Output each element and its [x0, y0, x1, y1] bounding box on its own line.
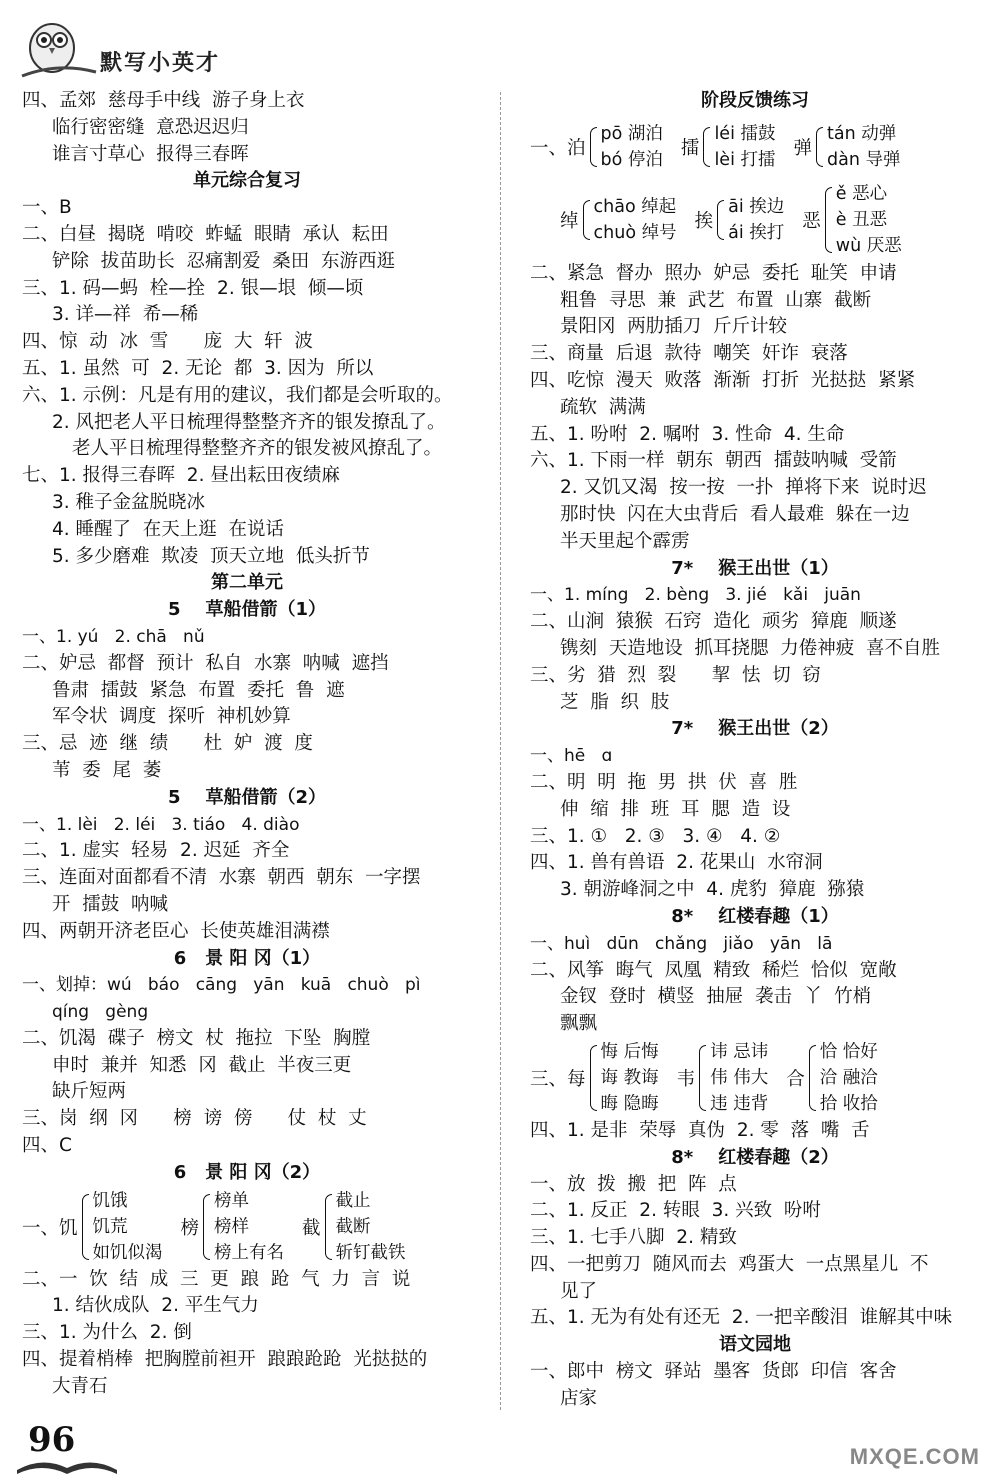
root-char: 弹 [793, 137, 813, 159]
item-number: 一、 [530, 137, 568, 159]
answer-line: 二、妒忌 都督 预计 私自 水寨 呐喊 遮挡 [22, 652, 389, 674]
section-heading: 7* 猴王出世（2） [671, 718, 839, 740]
group-items [827, 121, 901, 173]
answer-line: 四、吃惊 漫天 败落 渐渐 打折 光挞挞 紧紧 [530, 369, 916, 391]
answer-line: qíng gèng [52, 1002, 149, 1023]
answer-line: 2. 风把老人平日梳理得整整齐齐的银发撩乱了。 [52, 411, 446, 433]
answer-line: 四、1. 是非 荣辱 真伪 2. 零 落 嘴 舌 [530, 1119, 870, 1141]
watermark: MXQE.COM [849, 1444, 980, 1469]
answer-line: 三、1. 为什么 2. 倒 [22, 1322, 192, 1344]
root-char: 挨 [694, 210, 714, 232]
answer-line: 缺斤短两 [52, 1081, 127, 1103]
answer-line: 金钗 登时 横竖 抽屉 袭击 丫 竹梢 [560, 986, 872, 1008]
brace-icon [590, 127, 597, 167]
page-number: 96 [28, 1420, 76, 1460]
char-group [302, 1188, 406, 1266]
group-items [820, 1039, 878, 1117]
group-item: pō 湖泊 [600, 123, 663, 144]
answer-line: 四、提着梢棒 把胸膛前袒开 踉踉跄跄 光挞挞的 [22, 1349, 428, 1371]
brace-icon [203, 1194, 210, 1260]
answer-line: 二、山涧 猿猴 石窍 造化 顽劣 獐鹿 顺遂 [530, 611, 897, 633]
section-heading: 6 景 阳 冈（2） [173, 1161, 321, 1183]
answer-line: 粗鲁 寻思 兼 武艺 布置 山寨 截断 [560, 289, 872, 311]
group-item: tán 动弹 [827, 123, 897, 144]
answer-line: 苇 委 尾 萎 [52, 759, 162, 781]
root-char: 韦 [676, 1068, 696, 1090]
section-heading: 阶段反馈练习 [701, 90, 809, 111]
answer-line: 店家 [560, 1387, 598, 1409]
brace-icon [816, 127, 823, 167]
answer-line: 三、商量 后退 款待 嘲笑 奸诈 衰落 [530, 343, 848, 365]
root-char: 绰 [560, 210, 579, 232]
answer-line: 三、劣 猎 烈 裂 挈 怯 切 窃 [530, 664, 821, 686]
group-items [714, 121, 775, 173]
section-heading: 7* 猴王出世（1） [671, 557, 839, 579]
group-item: 悔 后悔 [600, 1041, 659, 1062]
answer-line: 四、惊 动 冰 雪 庞 大 轩 波 [22, 331, 313, 353]
group-item: 榜单 [214, 1190, 250, 1211]
answer-line: 四、一把剪刀 随风而去 鸡蛋大 一点黑星儿 不 [530, 1253, 929, 1275]
answer-line: 鲁肃 擂鼓 紧急 布置 委托 鲁 遮 [52, 679, 345, 701]
char-group [59, 1188, 163, 1266]
answer-line: 军令状 调度 探听 神机妙算 [52, 706, 291, 728]
grouped-answer-row [530, 179, 980, 261]
answer-line: 大青石 [52, 1375, 108, 1397]
right-column [530, 88, 980, 1413]
root-char: 合 [786, 1068, 805, 1090]
brace-icon [82, 1194, 89, 1260]
group-items [336, 1188, 406, 1266]
group-item: ái 挨打 [728, 222, 785, 243]
answer-line: 5. 多少磨难 欺凌 顶天立地 低头折节 [52, 545, 370, 567]
group-item: 饥荒 [92, 1216, 128, 1237]
answer-line: 4. 睡醒了 在天上逛 在说话 [52, 518, 285, 540]
answer-line: 3. 朝游峰洞之中 4. 虎豹 獐鹿 猕猿 [560, 879, 865, 901]
brace-icon [717, 200, 724, 240]
root-char: 饥 [59, 1217, 78, 1239]
answer-line: 2. 又饥又渴 按一按 一扑 掸将下来 说时迟 [560, 477, 927, 499]
answer-line: 五、1. 无为有处有还无 2. 一把辛酸泪 谁解其中味 [530, 1307, 953, 1329]
answer-line: 那时快 闪在大虫背后 看人最难 躲在一边 [560, 503, 910, 525]
answer-line: 一、划掉：wú báo cāng yān kuā chuò pì [22, 975, 421, 996]
answer-line: 3. 详—祥 希—稀 [52, 304, 199, 326]
section-heading: 5 草船借箭（1） [167, 599, 327, 621]
item-number: 一、 [22, 1217, 60, 1239]
answer-line: 一、B [22, 197, 72, 219]
group-items [594, 194, 677, 246]
logo-title: 默写小英才 [100, 50, 221, 76]
answer-line: 二、1. 反正 2. 转眼 3. 兴致 吩咐 [530, 1200, 821, 1222]
root-char: 每 [567, 1068, 586, 1090]
grouped-answer-row [530, 115, 980, 179]
section-heading: 6 景 阳 冈（1） [173, 947, 321, 969]
column-divider [500, 92, 501, 1410]
answer-line: 六、1. 示例：凡是有用的建议，我们都是会听取的。 [22, 384, 453, 406]
answer-line: 五、1. 虽然 可 2. 无论 都 3. 因为 所以 [22, 357, 374, 379]
char-group [794, 121, 901, 173]
char-group [677, 1039, 769, 1117]
root-char: 榜 [180, 1217, 200, 1239]
answer-line: 景阳冈 两肋插刀 斤斤计较 [560, 316, 788, 338]
answer-line: 二、饥渴 碟子 榜文 杖 拖拉 下坠 胸膛 [22, 1027, 371, 1049]
answer-line: 1. 结伙成队 2. 平生气力 [52, 1295, 259, 1317]
answer-line: 谁言寸草心 报得三春晖 [52, 143, 249, 165]
answer-line: 六、1. 下雨一样 朝东 朝西 擂鼓呐喊 受箭 [530, 450, 897, 472]
group-item: léi 擂鼓 [714, 123, 776, 144]
brace-icon [325, 1194, 332, 1260]
char-group [695, 194, 785, 246]
group-item: 截止 [335, 1190, 371, 1211]
answer-line: 二、风筝 晦气 凤凰 精致 稀烂 恰似 宽敞 [530, 959, 897, 981]
answer-line: 三、1. 七手八脚 2. 精致 [530, 1227, 737, 1249]
root-char: 截 [302, 1217, 321, 1239]
group-item: 晦 隐晦 [600, 1093, 659, 1114]
char-group [567, 121, 663, 173]
group-item: 讳 忌讳 [710, 1041, 769, 1062]
root-char: 泊 [567, 137, 586, 159]
group-item: dàn 导弹 [827, 149, 901, 170]
answer-line: 三、忌 迹 继 绩 杜 妒 渡 度 [22, 733, 313, 755]
owl-logo [18, 12, 233, 84]
group-item: 诲 教诲 [600, 1067, 659, 1088]
answer-line: 一、1. míng 2. bèng 3. jié kǎi juān [530, 585, 861, 606]
answer-line: 一、1. lèi 2. léi 3. tiáo 4. diào [22, 814, 300, 835]
answer-line: 芝 脂 织 肢 [560, 691, 670, 713]
brace-icon [825, 187, 832, 253]
owl-icon [18, 12, 98, 84]
answer-line: 半天里起个霹雳 [560, 530, 690, 552]
answer-line: 一、放 拨 搬 把 阵 点 [530, 1173, 737, 1195]
answer-line: 四、1. 兽有兽语 2. 花果山 水帘洞 [530, 852, 823, 874]
group-item: 违 违背 [710, 1093, 769, 1114]
answer-line: 五、1. 吩咐 2. 嘱咐 3. 性命 4. 生命 [530, 423, 845, 445]
answer-line: 二、一 饮 结 成 三 更 踉 跄 气 力 言 说 [22, 1268, 411, 1290]
answer-line: 二、白昼 揭晓 啃咬 蚱蜢 眼睛 承认 耘田 [22, 223, 389, 245]
answer-line: 二、紧急 督办 照办 妒忌 委托 耻笑 申请 [530, 262, 897, 284]
section-heading: 单元综合复习 [193, 170, 301, 192]
group-item: bó 停泊 [600, 149, 663, 170]
answer-line: 疏软 满满 [560, 396, 646, 418]
group-item: wù 厌恶 [835, 235, 902, 256]
root-char: 擂 [680, 137, 700, 159]
brace-icon [699, 1045, 706, 1111]
brace-icon [703, 127, 710, 167]
char-group [802, 181, 901, 259]
answer-line: 一、huì dūn chǎng jiǎo yān lā [530, 933, 833, 954]
answer-line: 镌刻 天造地设 抓耳挠腮 力倦神疲 喜不自胜 [560, 637, 941, 659]
answer-line: 伸 缩 排 班 耳 腮 造 设 [560, 798, 791, 820]
group-items [836, 181, 902, 259]
group-item: 洽 融洽 [819, 1067, 878, 1088]
group-items [93, 1188, 163, 1266]
brace-icon [809, 1045, 816, 1111]
group-item: 饥饿 [92, 1190, 128, 1211]
answer-line: 临行密密缝 意恐迟迟归 [52, 116, 249, 138]
brace-icon [590, 1045, 597, 1111]
group-item: chāo 绰起 [593, 196, 677, 217]
char-group [560, 194, 677, 246]
left-column [22, 88, 472, 1401]
group-item: chuò 绰号 [593, 222, 677, 243]
answer-line: 一、郎中 榜文 驿站 墨客 货郎 印信 客舍 [530, 1361, 897, 1383]
answer-line: 见了 [560, 1280, 598, 1302]
answer-line: 铲除 拔苗助长 忍痛割爱 桑田 东游西逛 [52, 250, 396, 272]
char-group [567, 1039, 659, 1117]
open-book-icon [12, 1448, 122, 1478]
answer-line: 一、hē ɑ [530, 746, 613, 767]
answer-line: 四、孟郊 慈母手中线 游子身上衣 [22, 90, 305, 111]
group-items [601, 1039, 659, 1117]
answer-line: 申时 兼并 知悉 冈 截止 半夜三更 [52, 1054, 352, 1076]
answer-line: 四、C [22, 1135, 72, 1157]
brace-icon [583, 200, 590, 240]
group-item: lèi 打擂 [714, 149, 776, 170]
char-group [786, 1039, 878, 1117]
group-item: è 丑恶 [835, 209, 888, 230]
grouped-answer-row [530, 1038, 980, 1118]
group-item: 斩钉截铁 [335, 1242, 406, 1263]
group-items [601, 121, 663, 173]
section-heading: 5 草船借箭（2） [167, 786, 327, 808]
group-item: 截断 [335, 1216, 371, 1237]
group-item: 榜上有名 [214, 1242, 285, 1263]
answer-line: 二、明 明 拖 男 拱 伏 喜 胜 [530, 771, 798, 793]
answer-line: 一、1. yú 2. chā nǔ [22, 626, 205, 647]
group-item: ě 恶心 [835, 183, 888, 204]
group-items [214, 1188, 284, 1266]
answer-line: 三、连面对面都看不清 水寨 朝西 朝东 一字摆 [22, 867, 421, 889]
item-number: 三、 [530, 1068, 568, 1090]
group-item: āi 挨边 [728, 196, 785, 217]
group-item: 拾 收拾 [819, 1093, 878, 1114]
group-item: 榜样 [214, 1216, 250, 1237]
answer-line: 三、1. 码—蚂 栓—拴 2. 银—垠 倾—顷 [22, 277, 364, 299]
answer-line: 七、1. 报得三春晖 2. 昼出耘田夜绩麻 [22, 465, 340, 487]
group-item: 伟 伟大 [710, 1067, 769, 1088]
answer-line: 飘飘 [560, 1013, 598, 1035]
section-heading: 第二单元 [211, 572, 283, 594]
group-item: 恰 恰好 [819, 1041, 878, 1062]
group-items [710, 1039, 768, 1117]
section-heading: 8* 红楼春趣（1） [671, 905, 839, 927]
grouped-answer-row [22, 1187, 472, 1267]
group-item: 如饥似渴 [92, 1242, 163, 1263]
answer-line: 老人平日梳理得整整齐齐的银发被风撩乱了。 [72, 438, 443, 460]
answer-line: 二、1. 虚实 轻易 2. 迟延 齐全 [22, 840, 290, 862]
char-group [681, 121, 776, 173]
root-char: 恶 [802, 210, 821, 232]
answer-line: 三、1. ① 2. ③ 3. ④ 4. ② [530, 825, 781, 847]
answer-line: 3. 稚子金盆脱晓冰 [52, 491, 206, 513]
answer-line: 四、两朝开济老臣心 长使英雄泪满襟 [22, 920, 330, 942]
answer-line: 三、岗 纲 冈 榜 谤 傍 仗 杖 丈 [22, 1108, 367, 1130]
section-heading: 语文园地 [719, 1334, 791, 1356]
section-heading: 8* 红楼春趣（2） [671, 1146, 839, 1168]
answer-line: 开 擂鼓 呐喊 [52, 893, 169, 915]
group-items [728, 194, 784, 246]
char-group [181, 1188, 285, 1266]
